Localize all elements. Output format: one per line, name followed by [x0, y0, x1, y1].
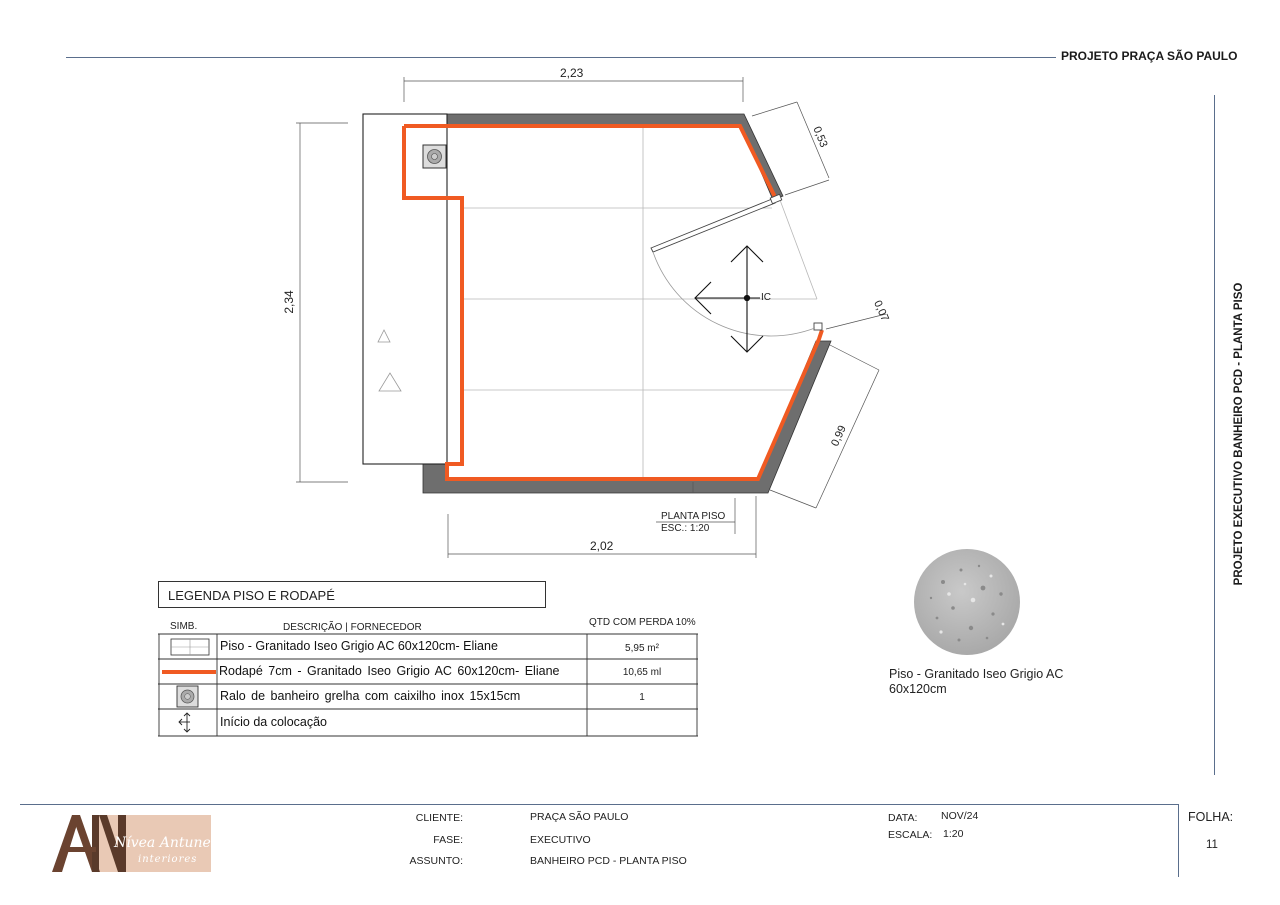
sample-label-line2: 60x120cm — [889, 682, 947, 696]
assunto-label: ASSUNTO: — [409, 855, 463, 867]
material-sample-swatch — [913, 548, 1023, 658]
plan-caption-title: PLANTA PISO — [661, 511, 726, 522]
dim-left: 2,34 — [282, 290, 296, 314]
folha-label: FOLHA: — [1188, 810, 1234, 824]
fase-value: EXECUTIVO — [530, 834, 591, 846]
logo — [52, 815, 218, 872]
assunto-value: BANHEIRO PCD - PLANTA PISO — [530, 855, 687, 867]
folha-value: 11 — [1206, 839, 1218, 851]
legend-row-description: Rodapé 7cm - Granitado Iseo Grigio AC 60x120cm- Eliane — [219, 664, 560, 678]
cliente-value: PRAÇA SÃO PAULO — [530, 811, 629, 823]
escala-label: ESCALA: — [888, 829, 933, 841]
installation-start-icon — [179, 713, 190, 732]
legend-row-quantity: 10,65 ml — [622, 667, 662, 678]
legend-header-description: DESCRIÇÃO | FORNECEDOR — [283, 622, 422, 633]
floor-tile-icon — [171, 639, 209, 655]
side-title: PROJETO EXECUTIVO BANHEIRO PCD - PLANTA PISO — [1233, 282, 1245, 586]
legend-header-quantity: QTD COM PERDA 10% — [589, 617, 696, 628]
logo-text-name: Nívea Antunes — [114, 835, 218, 851]
start-label: IC — [761, 292, 771, 303]
drain-grate-icon — [177, 686, 198, 707]
dim-top: 2,23 — [560, 66, 584, 80]
legend-row-quantity: 1 — [639, 692, 645, 703]
logo-text-sub: interiores — [138, 854, 198, 865]
legend-title: LEGENDA PISO E RODAPÉ — [168, 588, 335, 603]
escala-value: 1:20 — [943, 828, 964, 840]
sample-label-line1: Piso - Granitado Iseo Grigio AC — [889, 667, 1064, 681]
fase-label: FASE: — [433, 834, 463, 846]
data-value: NOV/24 — [941, 810, 979, 822]
legend-row-description: Ralo de banheiro grelha com caixilho inox 15x15cm — [220, 689, 521, 703]
dim-gap: 0,07 — [871, 298, 891, 324]
legend-row-description: Início da colocação — [220, 715, 328, 729]
legend-row-description: Piso - Granitado Iseo Grigio AC 60x120cm- Eliane — [220, 639, 498, 653]
plan-caption-scale: ESC.: 1:20 — [661, 523, 710, 534]
legend-row-quantity: 5,95 m² — [625, 643, 659, 654]
legend-header-symbol: SIMB. — [170, 621, 198, 632]
dim-bottom: 2,02 — [590, 539, 614, 553]
title-block-rule — [20, 804, 1178, 805]
dim-diag-bottom: 0,99 — [829, 423, 849, 449]
title-block-divider — [1178, 804, 1179, 877]
project-title: PROJETO PRAÇA SÃO PAULO — [1061, 49, 1238, 63]
dim-diag-top: 0,53 — [810, 124, 830, 150]
cliente-label: CLIENTE: — [415, 812, 463, 824]
data-label: DATA: — [888, 812, 918, 824]
